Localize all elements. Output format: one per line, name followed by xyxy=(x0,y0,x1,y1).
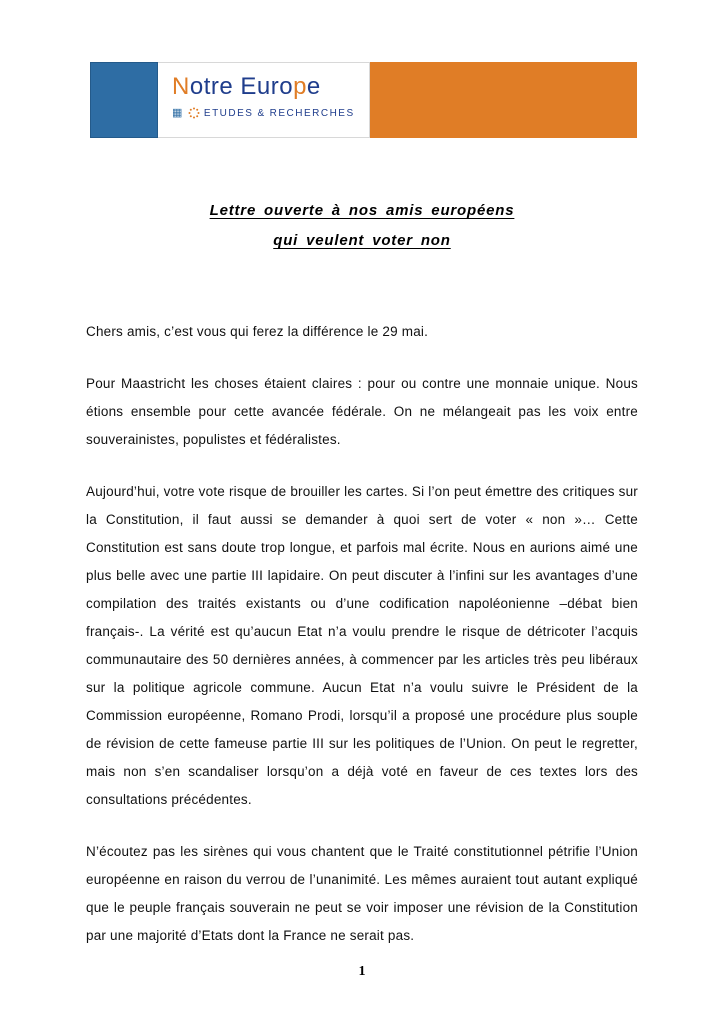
eu-stars-icon xyxy=(188,107,200,119)
letter-body xyxy=(86,318,638,974)
brand-letter-n: N xyxy=(172,73,190,100)
logo-blue-square xyxy=(90,62,158,138)
paragraph-constitution: Aujourd’hui, votre vote risque de brouiller les cartes. Si l’on peut émettre des critiques sur la Constitution, il faut aussi se demander à quoi sert de voter « non »… Cette Constitution est sans doute trop longue, et parfois mal écrite. Nous en aurions aimé une plus belle avec une partie III lapidaire. On peut discuter à l’infini sur les avantages d’une compilation des traités existants ou d’une codification napoléonienne –débat bien français-. La vérité est qu’aucun Etat n’a voulu prendre le risque de détricoter l’acquis communautaire des 50 dernières années, à commencer par les articles très peu libéraux sur la politique agricole commune. Aucun Etat n’a voulu suivre le Président de la Commission européenne, Romano Prodi, lorsqu’il a proposé une procédure plus souple de révision de cette fameuse partie III sur les politiques de l’Union. On peut le regretter, mais non s’en scandaliser lorsqu’on a déjà voté en faveur de ces textes lors des consultations précédentes. xyxy=(86,484,638,807)
title-line-2: qui veulent voter non xyxy=(273,232,451,249)
paragraph-maastricht: Pour Maastricht les choses étaient claires : pour ou contre une monnaie unique. Nous étions ensemble pour cette avancée fédérale. On ne mélangeait pas les voix entre souverainistes, populistes et fédéralistes. xyxy=(86,376,638,447)
brand-tagline xyxy=(172,107,369,119)
tagline-recherches: RECHERCHES xyxy=(269,107,355,119)
paragraph-sirenes: N’écoutez pas les sirènes qui vous chantent que le Traité constitutionnel pétrifie l’Union européenne en raison du verrou de l’unanimité. Les mêmes auraient tout autant expliqué que le peuple français souverain ne peut se voir imposer une révision de la Constitution par une majorité d’Etats dont la France ne serait pas. xyxy=(86,844,638,943)
brand-letter-p: p xyxy=(293,73,307,100)
tagline-etudes: ETUDES xyxy=(203,107,254,119)
document-title xyxy=(0,196,724,256)
tagline-ampersand: & xyxy=(257,107,266,119)
paragraph-greeting: Chers amis, c’est vous qui ferez la différence le 29 mai. xyxy=(86,324,429,339)
grid-icon: ▦ xyxy=(172,106,184,119)
brand-text-mid: otre Euro xyxy=(189,73,294,100)
page-footer xyxy=(0,962,724,980)
brand-letter-e: e xyxy=(306,73,321,100)
logo-header xyxy=(90,62,637,138)
brand-name xyxy=(172,73,369,101)
title-line-1: Lettre ouverte à nos amis européens xyxy=(209,202,515,219)
page-number: 1 xyxy=(358,964,366,979)
logo-orange-bar xyxy=(370,62,637,138)
notre-europe-logo xyxy=(158,62,370,138)
